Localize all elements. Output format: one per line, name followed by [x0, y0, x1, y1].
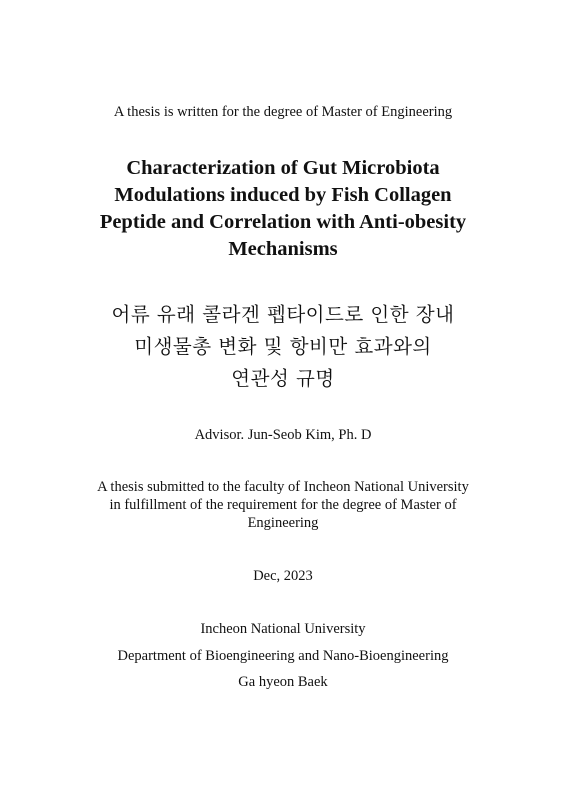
author-name: Ga hyeon Baek [238, 674, 328, 690]
korean-title-line-3: 연관성 규명 [231, 367, 335, 390]
submission-line-3: Engineering [247, 515, 319, 531]
english-title-line-4: Mechanisms [228, 238, 338, 260]
department-name: Department of Bioengineering and Nano-Bioengineering [117, 648, 449, 664]
degree-statement: A thesis is written for the degree of Master of Engineering [113, 104, 453, 120]
english-title-line-1: Characterization of Gut Microbiota [126, 157, 440, 179]
korean-title-line-1: 어류 유래 콜라겐 펩타이드로 인한 장내 [111, 303, 455, 326]
university-name: Incheon National University [200, 621, 366, 637]
advisor: Advisor. Jun-Seob Kim, Ph. D [194, 427, 372, 443]
submission-line-2: in fulfillment of the requirement for the degree of Master of [109, 497, 457, 513]
english-title-line-2: Modulations induced by Fish Collagen [114, 184, 452, 206]
english-title-line-3: Peptide and Correlation with Anti-obesity [99, 211, 467, 233]
submission-line-1: A thesis submitted to the faculty of Incheon National University [97, 479, 469, 495]
submission-date: Dec, 2023 [253, 568, 313, 584]
korean-title-line-2: 미생물총 변화 및 항비만 효과와의 [134, 335, 432, 358]
